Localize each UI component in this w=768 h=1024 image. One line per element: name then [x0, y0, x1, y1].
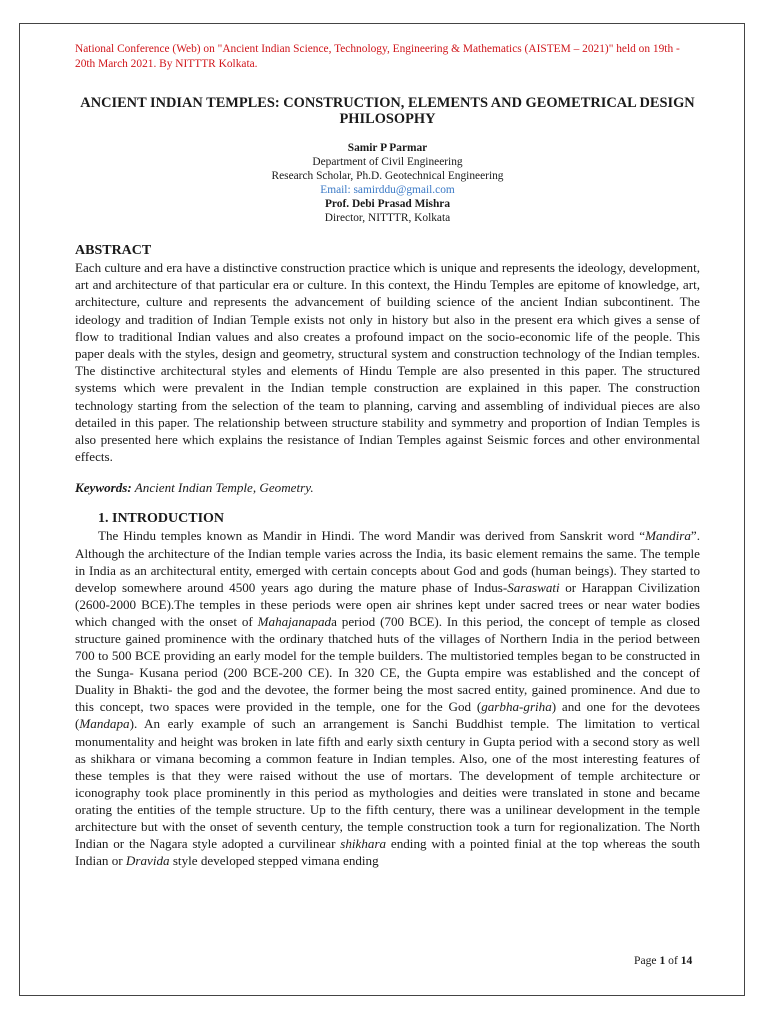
- term-mandapa: Mandapa: [79, 716, 130, 732]
- author-block: [75, 141, 700, 225]
- page-content: [75, 42, 700, 869]
- conference-header: National Conference (Web) on "Ancient Indian Science, Technology, Engineering & Mathematics (AISTEM – 2021)" held on 19th - 20th March 2021. By NITTTR Kolkata.: [75, 43, 680, 70]
- paper-title: ANCIENT INDIAN TEMPLES: CONSTRUCTION, ELEMENTS AND GEOMETRICAL DESIGN PHILOSOPHY: [80, 95, 695, 127]
- term-dravida: Dravida: [125, 853, 170, 869]
- author1-name: Samir P Parmar: [347, 142, 428, 154]
- introduction-heading: 1. INTRODUCTION: [98, 511, 225, 527]
- term-mahajanapad: Mahajanapad: [257, 613, 332, 629]
- term-shikhara: shikhara: [340, 836, 387, 852]
- term-mandira: Mandira: [645, 528, 691, 544]
- author2-role: Director, NITTTR, Kolkata: [324, 212, 451, 224]
- keywords-line: [75, 479, 700, 496]
- author1-role: Research Scholar, Ph.D. Geotechnical Engineering: [271, 170, 504, 182]
- term-garbha-griha: garbha-griha: [481, 699, 552, 715]
- author1-dept: Department of Civil Engineering: [312, 156, 463, 168]
- author2-name: Prof. Debi Prasad Mishra: [324, 198, 451, 210]
- introduction-text: The Hindu temples known as Mandir in Hindi. The word Mandir was derived from Sanskrit word “Mandira”. Although the architecture of the Indian temple varies across the India, its basic element remains the same. The temple in India as an architectural entity, emerged with certain concepts about God and gods (human beings). They started to develop somewhere around 4500 years ago during the mature phase of Indus-Saraswati or Harappan Civilization (2600-2000 BCE).The temples in these periods were open air shrines kept under sacred trees or near water bodies which changed with the onset of Mahajanapada period (700 BCE). In this period, the concept of temple as closed structure gained prominence with the ordinary thatched huts of the villages of Northern India in the period between 700 to 500 BCE providing an early model for the temple builders. The multistoried temples began to be constructed in the Sunga- Kusana period (200 BCE-200 CE). In 320 CE, the Gupta empire was established and the concept of Duality in Bhakti- the god and the devotee, the former being the most sacred entity, gained prominence. And due to this concept, two spaces were provided in the temple, one for the God (garbha-griha) and one for the devotees (Mandapa). An early example of such an arrangement is Sanchi Buddhist temple. The limitation to vertical monumentality and height was broken in late fifth and early sixth century in Gupta period with a second story as well as shikhara or vimana becoming a common feature in Indian temples. Also, one of the most interesting features of these temples is that they were raised without the use of mortars. The development of temple architecture or iconography took place prominently in this period as mythologies and deities were translated in stone and became orating the entities of the temple structure. Up to the fifth century, there was a unilinear development in the temple architecture but with the onset of seventh century, the temple construction took a turn for regionalization. The North Indian or the Nagara style adopted a curvilinear shikhara ending with a pointed finial at the top whereas the south Indian or Dravida style developed stepped vimana ending: [75, 528, 701, 869]
- keywords-label: Keywords:: [75, 480, 132, 496]
- term-saraswati: Saraswati: [507, 579, 560, 595]
- page-number: Page 1 of 14: [634, 954, 693, 967]
- author1-email[interactable]: Email: samirddu@gmail.com: [320, 184, 455, 196]
- keywords-value: Ancient Indian Temple, Geometry.: [134, 480, 314, 496]
- abstract-heading: ABSTRACT: [75, 243, 152, 258]
- abstract-text: Each culture and era have a distinctive construction practice which is unique and represents the ideology, development, art and architecture of that particular era or culture. In this context, the Hindu Temples are epitome of knowledge, art, architecture, culture and represents the advancement of building science of the ancient Indian subcontinent. The ideology and tradition of Indian Temple exists not only in history but also in the present era which gives a sense of flow to traditional Indian values and also creates a profound impact on the socio-economic life of the people. This paper deals with the styles, design and geometry, structural system and construction technology of the Indian temples. The distinctive architectural styles and elements of Hindu Temple are also presented in this paper. The structured systems which were prevalent in the Indian temple construction are explained in this paper. The construction technology starting from the selection of the team to planning, carving and assembling of individual pieces are also detailed in this paper. The relationship between structure stability and symmetry and proportion of Indian Temples is also presented here which explains the resistance of Indian Temples against Seismic forces and other environmental effects.: [75, 260, 700, 465]
